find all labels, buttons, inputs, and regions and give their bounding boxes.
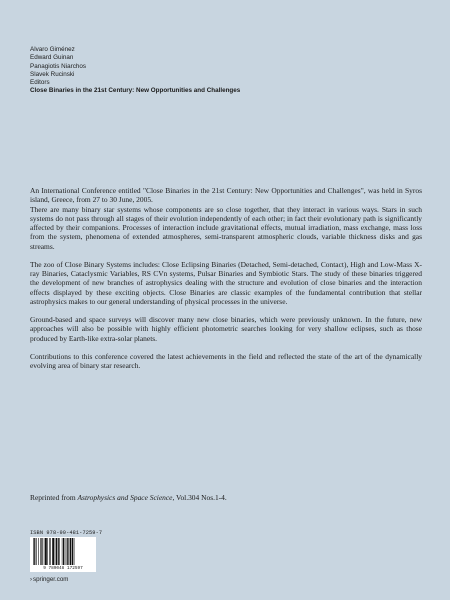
barcode-bar [72,538,73,565]
barcode-bar [41,538,42,565]
barcode-bar [52,538,54,565]
barcode-bar [33,538,34,565]
barcode-bar [55,538,56,565]
barcode-digits: 9 789048 172597 [30,566,96,572]
barcode-bar [44,538,45,565]
barcode-bar [68,538,69,565]
description-paragraph: Contributions to this conference covered the latest achievements in the field and reflected the state of the art of the dynamically evolving area of binary star research. [30,351,422,370]
description-paragraph: There are many binary star systems whose components are so close together, that they interact in various ways. Stars in such systems do not pass through all stages of their evolution independently of each other; in fact their evolutionary path is significantly affected by their companions. Processes of interaction include gravitational effects, mutual irradiation, mass exchange, mass loss from the system, phenomena of extended atmospheres, semi-transparent atmospheric clouds, variable thickness disks and gas streams. [30,204,422,251]
barcode-bar [34,538,35,565]
credits-block [30,46,240,96]
barcode-bar [74,538,75,565]
description-paragraph: The zoo of Close Binary Systems includes: Close Eclipsing Binaries (Detached, Semi-detached, Contact), High and Low-Mass X-ray Binaries, Cataclysmic Variables, RS CVn systems, Pulsar Binaries and Symbiotic Stars. The study of these binaries triggered the development of new branches of astrophysics dealing with the structure and evolution of close binaries and the interaction effects displayed by these exciting objects. Close Binaries are classic examples of the fundamental contribution that stellar astrophysics makes to our general understanding of physical processes in the universe. [30,259,422,306]
barcode-bar [47,538,48,565]
book-title: Close Binaries in the 21st Century: New Opportunities and Challenges [30,87,241,95]
barcode-bar [40,538,41,565]
barcode-bar [38,538,39,565]
editor-name: Edward Guinan [30,54,74,62]
barcode-bar [59,538,60,565]
barcode-bar [67,538,68,565]
barcode-bar [50,538,51,565]
barcode-bar [58,538,59,565]
barcode-bar [63,538,64,565]
publisher-url: springer.com [33,576,69,583]
editor-name: Slavek Rucinski [30,70,75,78]
barcode-bar [56,538,57,565]
editors-label: Editors [30,79,50,87]
editor-name: Alvaro Giménez [30,46,75,53]
reprint-note [30,493,227,502]
barcode-bar [70,538,72,565]
arrow-icon: › [30,577,32,583]
description-paragraph: An International Conference entitled "Close Binaries in the 21st Century: New Opportunities and Challenges", was held in Syros island, Greece, from 27 to 30 June, 2005. [30,186,422,205]
journal-title: Astrophysics and Space Science [77,493,173,502]
publisher-link[interactable] [30,576,68,584]
description [30,186,422,370]
reprint-prefix: Reprinted from [30,493,78,502]
editor-name: Panagiotis Niarchos [30,62,87,70]
barcode-bars [30,537,96,567]
reprint-suffix: , Vol.304 Nos.1-4. [172,493,227,502]
barcode-bar [49,538,50,565]
barcode-bar [36,538,37,565]
description-paragraph: Ground-based and space surveys will discover many new close binaries, which were previously unknown. In the future, new approaches will also be possible with highly efficient photometric searches looking for very shallow eclipses, such as those produced by Earth-like extra-solar planets. [30,315,422,343]
barcode-bar [45,538,47,565]
barcode-bar [65,538,66,565]
barcode-bar [62,538,63,565]
isbn-label: ISBN 978-90-481-7259-7 [30,530,103,536]
